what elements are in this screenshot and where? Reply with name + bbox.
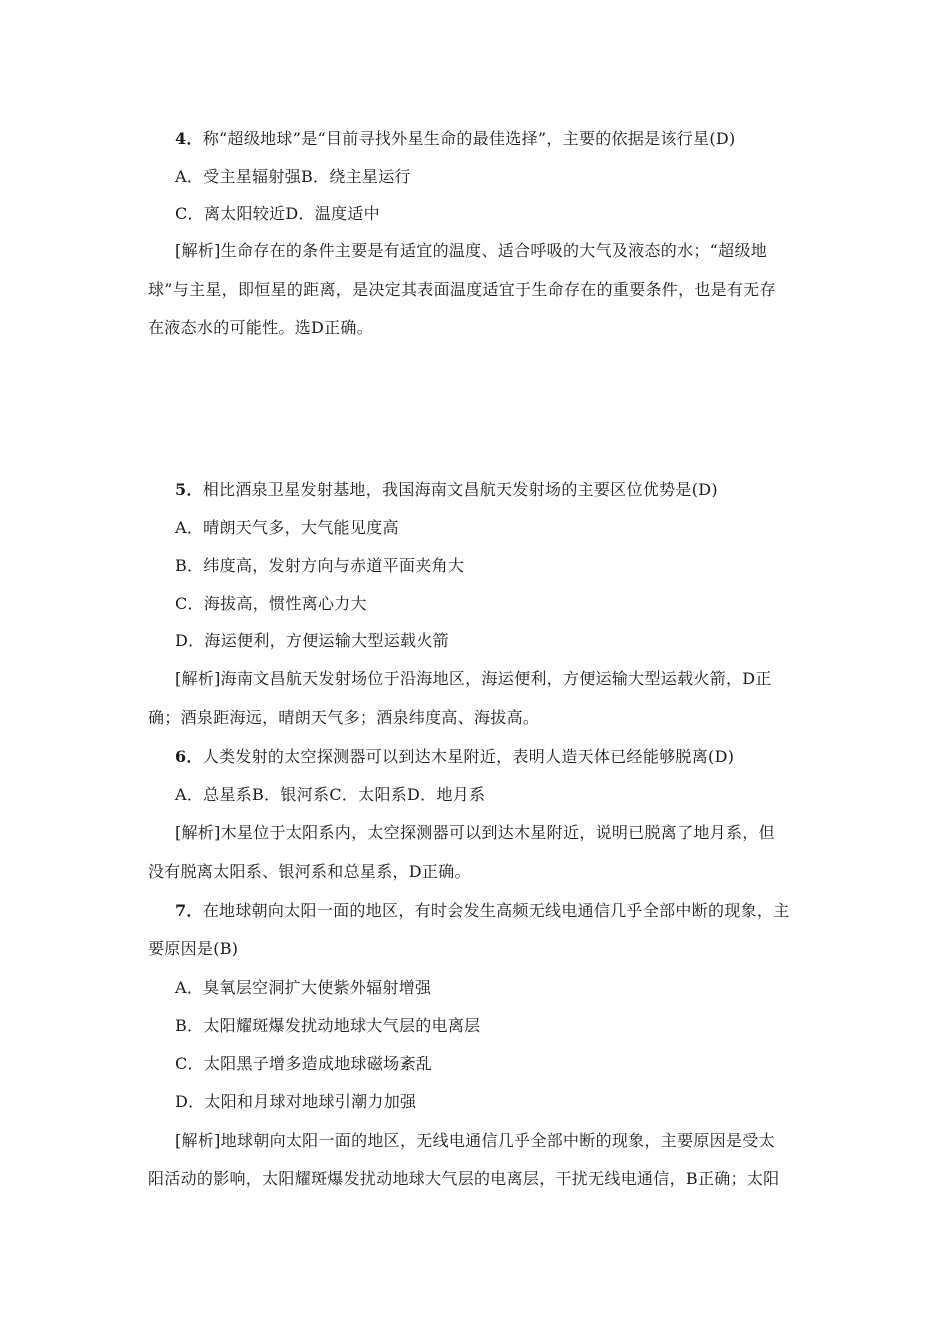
question-7-option-c: C．太阳黑子增多造成地球磁场紊乱 [175,1054,433,1073]
question-number: 7． [175,901,203,920]
question-7-stem [175,900,790,922]
question-text: 人类发射的太空探测器可以到达木星附近，表明人造天体已经能够脱离(D) [202,747,735,766]
question-text: 称“超级地球”是“目前寻找外星生命的最佳选择”，主要的依据是该行星(D) [202,129,736,148]
question-5-analysis-line: 确；酒泉距海远，晴朗天气多；酒泉纬度高、海拔高。 [148,708,540,727]
question-7-option-b: B．太阳耀斑爆发扰动地球大气层的电离层 [175,1016,481,1035]
question-5-option-b: B．纬度高，发射方向与赤道平面夹角大 [175,556,465,575]
question-4-analysis-line: 在液态水的可能性。选D正确。 [148,318,374,337]
question-7-analysis-line: 阳活动的影响，太阳耀斑爆发扰动地球大气层的电离层，干扰无线电通信，B正确；太阳 [148,1169,780,1188]
question-4-stem [175,128,736,150]
question-4-analysis-line: 球”与主星，即恒星的距离，是决定其表面温度适宜于生命存在的重要条件，也是有无存 [148,280,776,299]
question-4-options-ab: A．受主星辐射强B．绕主星运行 [175,167,411,186]
question-6-stem [175,746,734,768]
question-6-analysis-line: [解析]木星位于太阳系内，太空探测器可以到达木星附近，说明已脱离了地月系，但 [175,823,775,842]
question-text: 在地球朝向太阳一面的地区，有时会发生高频无线电通信几乎全部中断的现象，主 [202,901,790,920]
question-number: 5． [175,480,203,499]
question-6-analysis-line: 没有脱离太阳系、银河系和总星系，D正确。 [148,862,471,881]
question-5-analysis-line: [解析]海南文昌航天发射场位于沿海地区，海运便利，方便运输大型运载火箭，D正 [175,669,772,688]
question-4-analysis-line: [解析]生命存在的条件主要是有适宜的温度、适合呼吸的大气及液态的水；“超级地 [175,241,768,260]
question-7-analysis-line: [解析]地球朝向太阳一面的地区，无线电通信几乎全部中断的现象，主要原因是受太 [175,1131,775,1150]
question-text: 相比酒泉卫星发射基地，我国海南文昌航天发射场的主要区位优势是(D) [202,480,718,499]
question-number: 4． [175,129,203,148]
question-4-options-cd: C．离太阳较近D．温度适中 [175,204,380,223]
question-5-stem [175,479,718,501]
question-number: 6． [175,747,203,766]
question-5-option-a: A．晴朗天气多，大气能见度高 [175,518,399,537]
question-7-option-d: D．太阳和月球对地球引潮力加强 [175,1092,417,1111]
question-7-option-a: A．臭氧层空洞扩大使紫外辐射增强 [175,978,432,997]
question-6-options: A．总星系B．银河系C．太阳系D．地月系 [175,785,486,804]
question-7-stem-cont: 要原因是(B) [148,939,239,958]
question-5-option-c: C．海拔高，惯性离心力大 [175,594,367,613]
question-5-option-d: D．海运便利，方便运输大型运载火箭 [175,631,449,650]
